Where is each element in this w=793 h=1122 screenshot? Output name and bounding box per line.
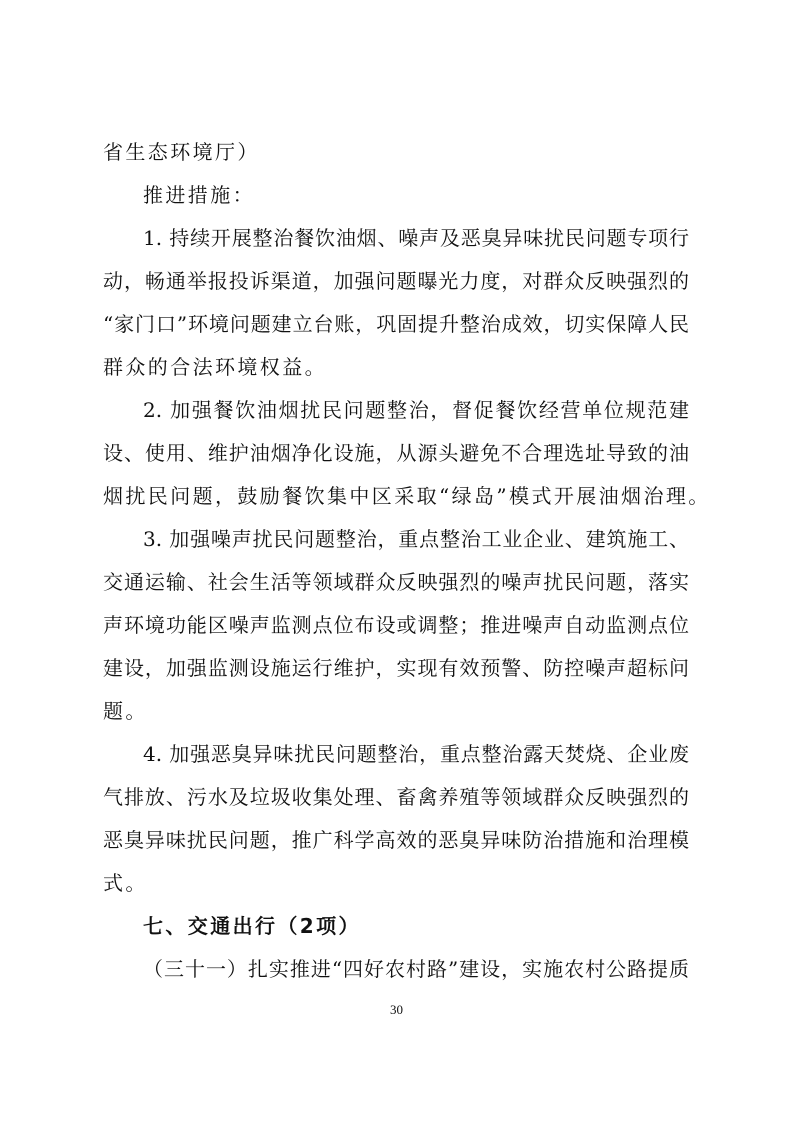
item-3-line-5: 题。: [103, 699, 148, 723]
item-1-line-2: 动，畅通举报投诉渠道，加强问题曝光力度，对群众反映强烈的: [103, 269, 689, 293]
item-3-line-1: 3. 加强噪声扰民问题整治，重点整治工业企业、建筑施工、: [143, 527, 689, 551]
item-1-line-4: 群众的合法环境权益。: [103, 355, 327, 379]
item-4-line-1: 4. 加强恶臭异味扰民问题整治，重点整治露天焚烧、企业废: [143, 742, 689, 766]
item-3-line-3: 声环境功能区噪声监测点位布设或调整；推进噪声自动监测点位: [103, 613, 689, 637]
item-1-line-1: 1. 持续开展整治餐饮油烟、噪声及恶臭异味扰民问题专项行: [143, 226, 689, 250]
subsection-31-line-1: （三十一）扎实推进“四好农村路”建设，实施农村公路提质: [143, 957, 689, 981]
item-4-line-3: 恶臭异味扰民问题，推广科学高效的恶臭异味防治措施和治理模: [103, 828, 689, 852]
section-label-measures: 推进措施：: [143, 183, 255, 207]
text-line-continuation: 省生态环境厅）: [103, 140, 260, 164]
page-number: 30: [390, 1002, 403, 1017]
item-1-line-3: “家门口”环境问题建立台账，巩固提升整治成效，切实保障人民: [103, 312, 689, 336]
item-2-line-2: 设、使用、维护油烟净化设施，从源头避免不合理选址导致的油: [103, 441, 689, 465]
item-3-line-2: 交通运输、社会生活等领域群众反映强烈的噪声扰民问题，落实: [103, 570, 689, 594]
item-2-line-1: 2. 加强餐饮油烟扰民问题整治，督促餐饮经营单位规范建: [143, 398, 689, 422]
item-4-line-4: 式。: [103, 871, 148, 895]
section-heading-transport: 七、交通出行（2项）: [143, 914, 361, 938]
item-2-line-3: 烟扰民问题，鼓励餐饮集中区采取“绿岛”模式开展油烟治理。: [103, 484, 711, 508]
item-3-line-4: 建设，加强监测设施运行维护，实现有效预警、防控噪声超标问: [103, 656, 689, 680]
item-4-line-2: 气排放、污水及垃圾收集处理、畜禽养殖等领域群众反映强烈的: [103, 785, 689, 809]
